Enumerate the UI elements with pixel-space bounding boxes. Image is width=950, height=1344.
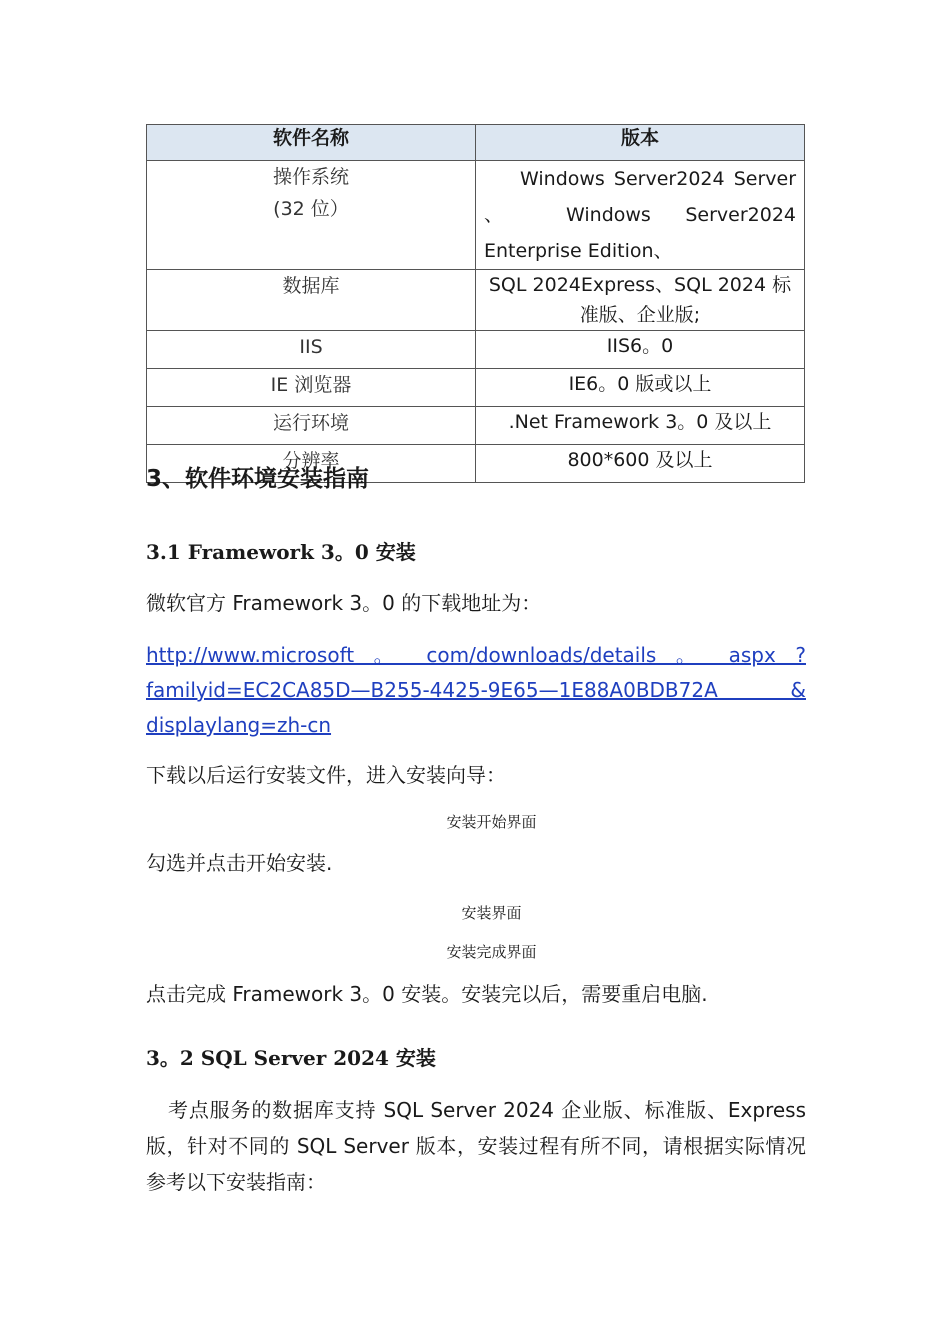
header-software-name: 软件名称 xyxy=(147,125,476,161)
sql-server-body: 考点服务的数据库支持 SQL Server 2024 企业版、标准版、Express 版，针对不同的 SQL Server 版本，安装过程有所不同，请根据实际情况参考以下安装指南： xyxy=(146,1098,806,1194)
cell-name: IE 浏览器 xyxy=(147,369,476,407)
caption-install-finish: 安装完成界面 xyxy=(446,943,537,961)
header-version: 版本 xyxy=(476,125,805,161)
caption-install: 安装界面 xyxy=(461,904,522,922)
software-requirements-table xyxy=(146,124,805,483)
section-3-heading: 3、软件环境安装指南 xyxy=(146,466,370,492)
cell-name-line1: 操作系统 xyxy=(272,166,349,188)
cell-version: IIS6。0 xyxy=(476,331,805,369)
table-header-row xyxy=(147,125,805,161)
finish-text: 点击完成 Framework 3。0 安装。安装完以后，需要重启电脑. xyxy=(146,982,708,1006)
table-row xyxy=(147,270,805,331)
section-3-1-heading: 3.1 Framework 3。0 安装 xyxy=(146,540,416,564)
cell-version xyxy=(476,161,805,270)
cell-name xyxy=(147,161,476,270)
table-row xyxy=(147,369,805,407)
table-row xyxy=(147,407,805,445)
table-row xyxy=(147,161,805,270)
framework-download-intro: 微软官方 Framework 3。0 的下载地址为： xyxy=(146,591,542,615)
cell-name: 运行环境 xyxy=(147,407,476,445)
cell-version: .Net Framework 3。0 及以上 xyxy=(476,407,805,445)
cell-name: 分辨率 xyxy=(147,445,476,483)
cell-name: 数据库 xyxy=(147,270,476,331)
caption-install-start: 安装开始界面 xyxy=(446,813,537,831)
cell-version: 800*600 及以上 xyxy=(476,445,805,483)
cell-version: SQL 2024Express、SQL 2024 标准版、企业版; xyxy=(476,270,805,331)
table-row xyxy=(147,331,805,369)
after-download-text: 下载以后运行安装文件，进入安装向导： xyxy=(146,763,506,787)
check-start-text: 勾选并点击开始安装. xyxy=(146,851,333,875)
section-3-2-heading: 3。2 SQL Server 2024 安装 xyxy=(146,1046,436,1070)
cell-name: IIS xyxy=(147,331,476,369)
cell-name-line2: (32 位） xyxy=(273,198,349,220)
framework-download-link[interactable]: http://www.microsoft 。 com/downloads/details 。 aspx ? familyid=EC2CA85D—B255-4425-9E65—1E88A0BDB72A & displaylang=zh-cn xyxy=(146,643,806,737)
cell-version-text: Windows Server2024 Server 、 Windows Server2024 Enterprise Edition、 xyxy=(484,168,796,262)
cell-version: IE6。0 版或以上 xyxy=(476,369,805,407)
